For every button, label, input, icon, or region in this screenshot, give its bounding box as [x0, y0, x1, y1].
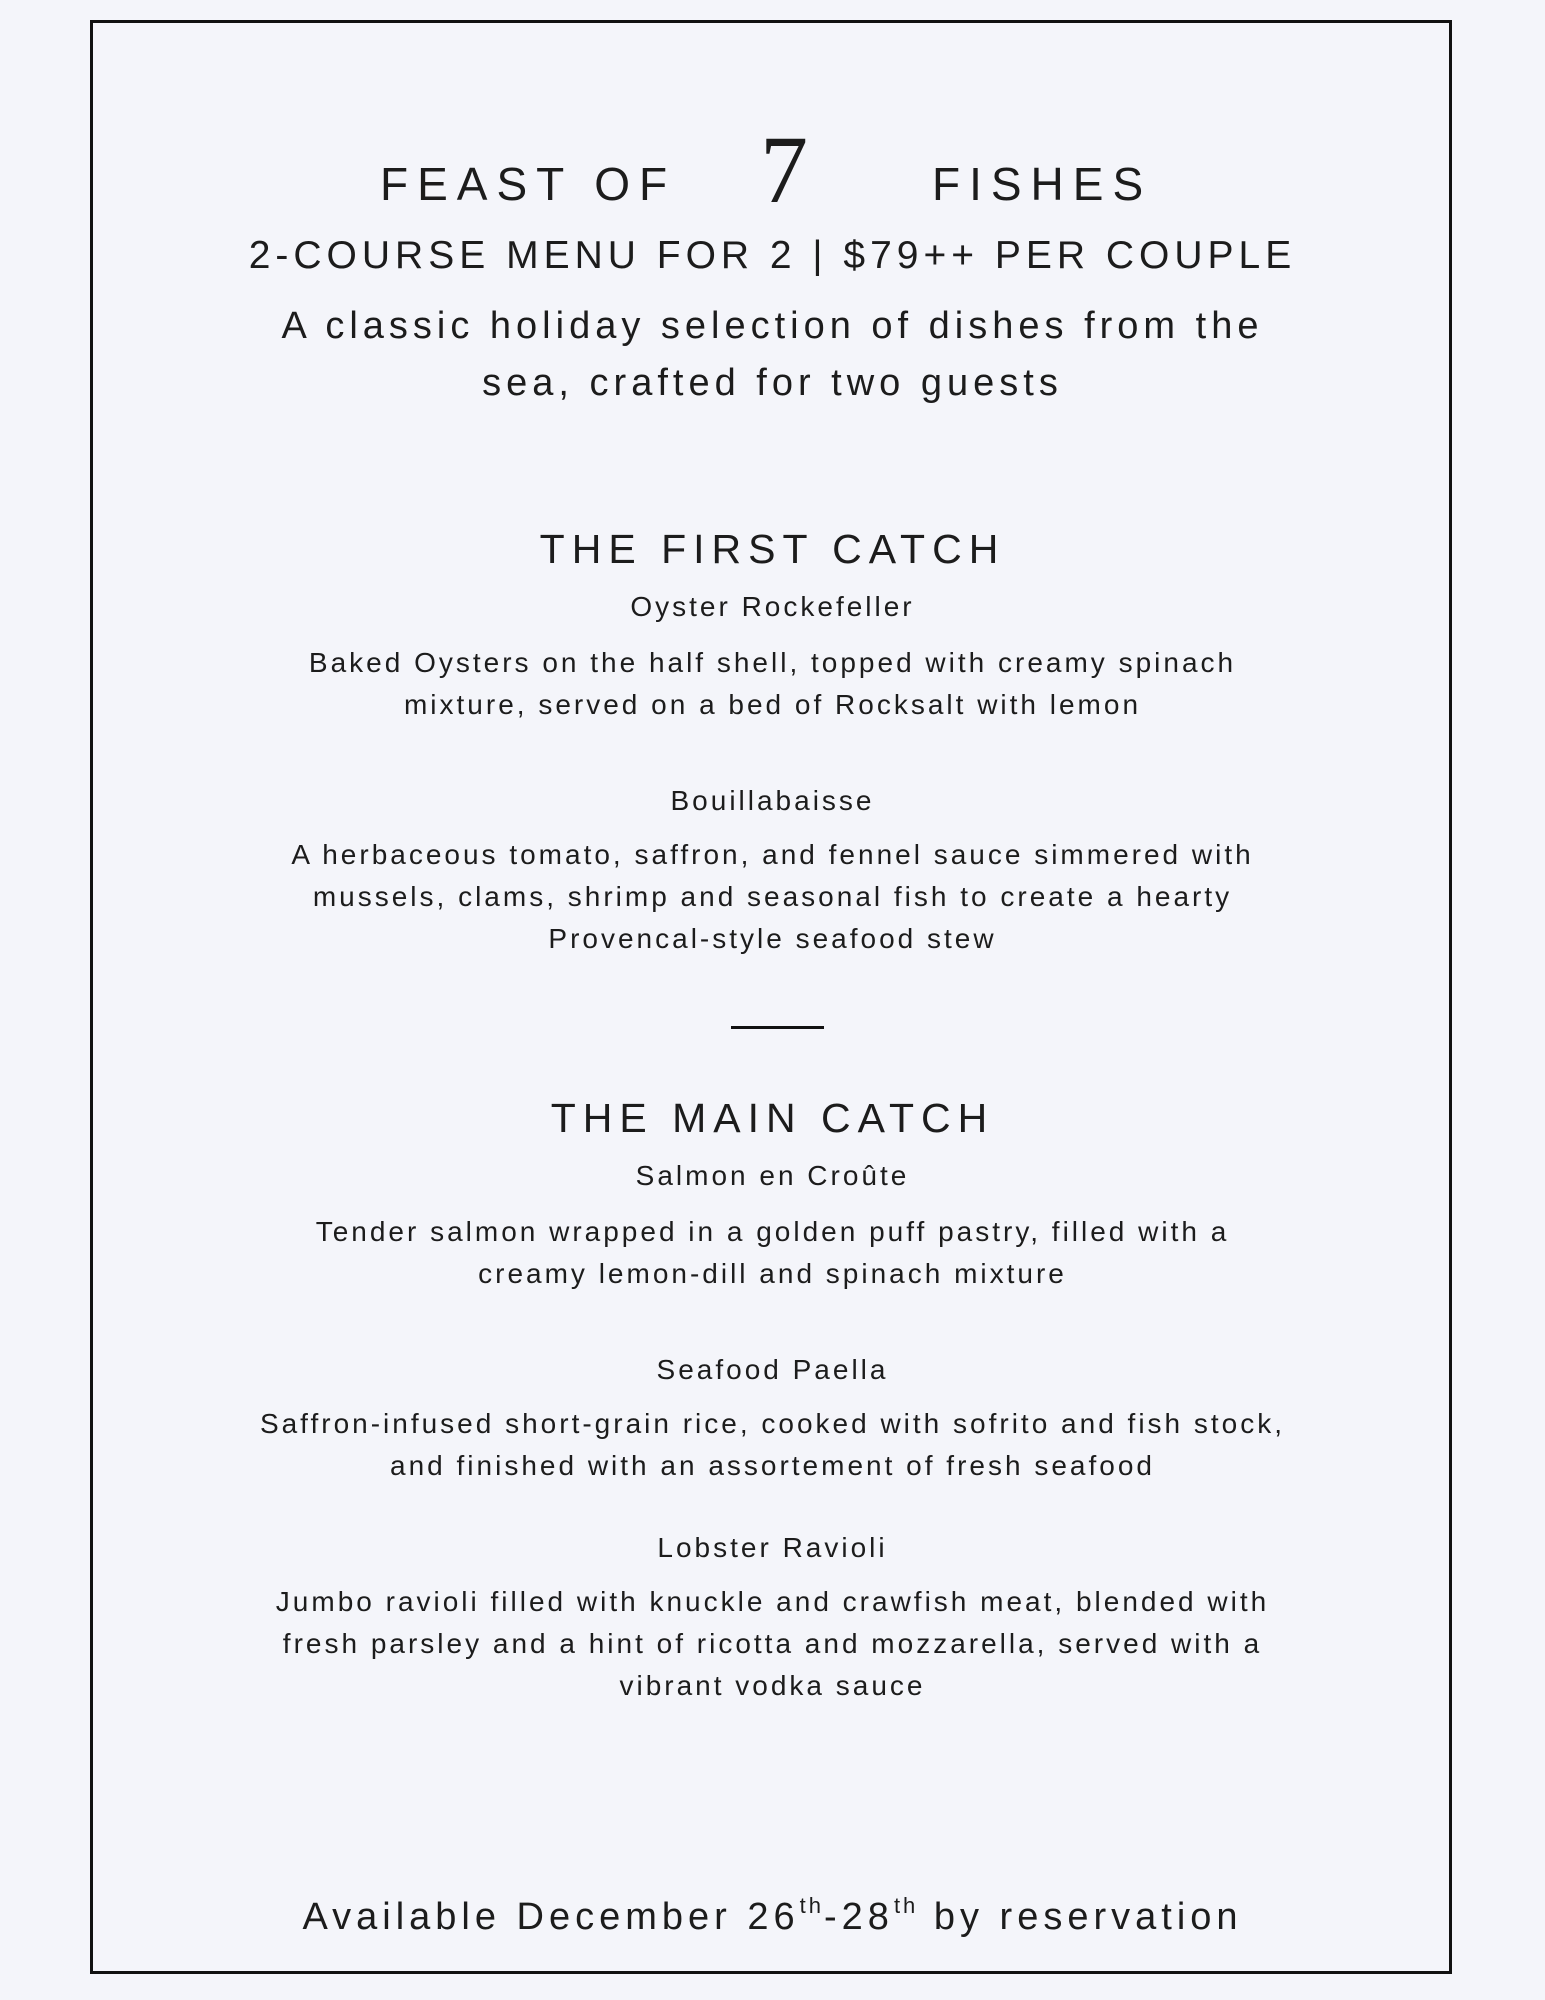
availability-superscript: th — [799, 1893, 825, 1918]
title-feast-of: FEAST OF — [380, 158, 677, 210]
dish-description-line: Baked Oysters on the half shell, topped with creamy spinach — [308, 647, 1237, 678]
menu-title — [0, 116, 1545, 223]
dish-description — [0, 1403, 1545, 1487]
dish-description-line: Provencal-style seafood stew — [548, 923, 997, 954]
availability-superscript: th — [893, 1893, 919, 1918]
section-title-first-catch: THE FIRST CATCH — [539, 526, 1006, 572]
availability-note — [0, 1890, 1545, 1944]
section-divider — [731, 1026, 824, 1029]
dish-name-salmon-en-croute: Salmon en Croûte — [635, 1160, 910, 1191]
menu-subtitle: 2-COURSE MENU FOR 2 | $79++ PER COUPLE — [248, 234, 1297, 277]
dish-name-oyster-rockefeller: Oyster Rockefeller — [630, 591, 915, 622]
dish-description-line: vibrant vodka sauce — [619, 1670, 926, 1701]
dish-description — [0, 1581, 1545, 1707]
dish-name-seafood-paella: Seafood Paella — [656, 1354, 889, 1385]
title-number-seven: 7 — [760, 116, 808, 223]
dish-description-line: fresh parsley and a hint of ricotta and mozzarella, served with a — [282, 1628, 1263, 1659]
availability-suffix: by reservation — [918, 1896, 1243, 1938]
dish-name-lobster-ravioli: Lobster Ravioli — [657, 1532, 888, 1563]
dish-name-bouillabaisse: Bouillabaisse — [670, 785, 875, 816]
dish-description-line: mixture, served on a bed of Rocksalt with lemon — [403, 689, 1142, 720]
dish-description — [0, 1211, 1545, 1295]
availability-prefix: Available December 26 — [302, 1896, 800, 1938]
dish-description-line: mussels, clams, shrimp and seasonal fish to create a hearty — [312, 881, 1233, 912]
dish-description-line: creamy lemon-dill and spinach mixture — [478, 1258, 1067, 1289]
section-title-main-catch: THE MAIN CATCH — [550, 1095, 995, 1141]
dish-description — [0, 642, 1545, 726]
dish-description-line: Jumbo ravioli filled with knuckle and crawfish meat, blended with — [275, 1586, 1270, 1617]
dish-description — [0, 834, 1545, 960]
dish-description-line: Tender salmon wrapped in a golden puff pastry, filled with a — [315, 1216, 1230, 1247]
availability-middle: -28 — [824, 1896, 894, 1938]
dish-description-line: A herbaceous tomato, saffron, and fennel sauce simmered with — [291, 839, 1254, 870]
intro-line: sea, crafted for two guests — [482, 362, 1063, 404]
dish-description-line: and finished with an assortement of fresh seafood — [390, 1450, 1155, 1481]
intro-line: A classic holiday selection of dishes from the — [281, 305, 1264, 347]
dish-description-line: Saffron-infused short-grain rice, cooked with sofrito and fish stock, — [259, 1408, 1286, 1439]
menu-intro — [0, 298, 1545, 412]
title-fishes: FISHES — [932, 158, 1153, 210]
